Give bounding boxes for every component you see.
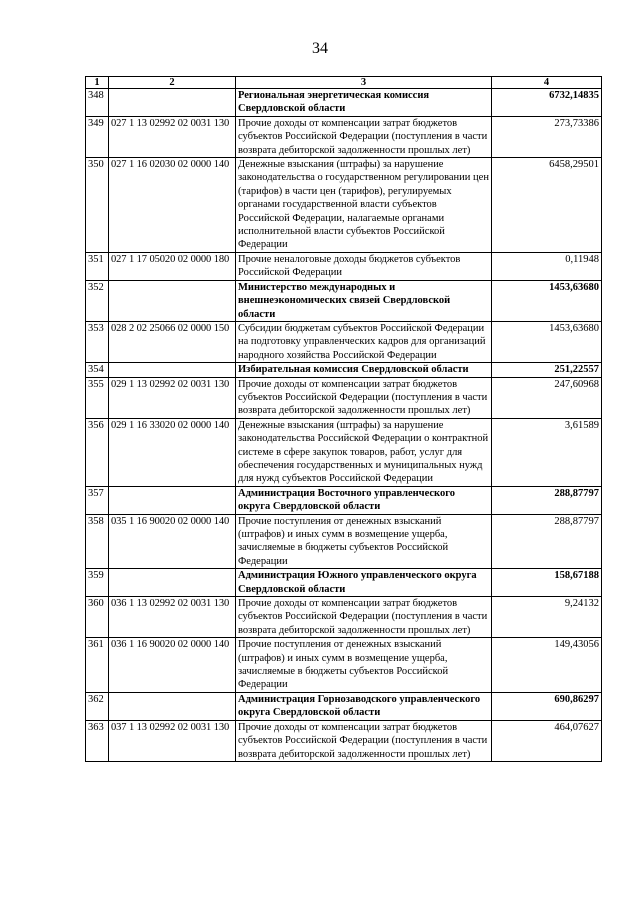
amount-cell: 9,24132 — [492, 597, 602, 638]
organization-row — [86, 363, 602, 377]
organization-name-cell: Администрация Южного управленческого округа Свердловской области — [236, 569, 492, 597]
revenue-description-cell: Субсидии бюджетам субъектов Российской Федерации на подготовку управленческих кадров для организаций народного хозяйства Российской Федерации — [236, 321, 492, 362]
column-header-name: 3 — [236, 77, 492, 89]
organization-row — [86, 486, 602, 514]
budget-code-cell — [109, 280, 236, 321]
budget-code-cell: 029 1 13 02992 02 0031 130 — [109, 377, 236, 418]
amount-cell: 3,61589 — [492, 418, 602, 486]
amount-cell: 247,60968 — [492, 377, 602, 418]
budget-code-cell — [109, 89, 236, 117]
amount-cell: 6732,14835 — [492, 89, 602, 117]
revenue-description-cell: Прочие неналоговые доходы бюджетов субъектов Российской Федерации — [236, 252, 492, 280]
amount-cell: 158,67188 — [492, 569, 602, 597]
amount-cell: 0,11948 — [492, 252, 602, 280]
row-number-cell: 357 — [86, 486, 109, 514]
revenue-description-cell: Прочие доходы от компенсации затрат бюджетов субъектов Российской Федерации (поступления в части возврата дебиторской задолженности прошлых лет) — [236, 597, 492, 638]
row-number-cell: 351 — [86, 252, 109, 280]
organization-row — [86, 280, 602, 321]
table-body — [86, 89, 602, 762]
table-row — [86, 720, 602, 761]
organization-name-cell: Администрация Горнозаводского управленческого округа Свердловской области — [236, 692, 492, 720]
amount-cell: 690,86297 — [492, 692, 602, 720]
row-number-cell: 356 — [86, 418, 109, 486]
table-row — [86, 252, 602, 280]
budget-code-cell — [109, 486, 236, 514]
amount-cell: 288,87797 — [492, 514, 602, 569]
budget-code-cell: 036 1 16 90020 02 0000 140 — [109, 638, 236, 693]
revenue-description-cell: Прочие поступления от денежных взысканий (штрафов) и иных сумм в возмещение ущерба, зачисляемые в бюджеты субъектов Российской Федерации — [236, 638, 492, 693]
budget-code-cell — [109, 692, 236, 720]
budget-code-cell: 027 1 16 02030 02 0000 140 — [109, 158, 236, 253]
budget-code-cell: 035 1 16 90020 02 0000 140 — [109, 514, 236, 569]
organization-name-cell: Администрация Восточного управленческого округа Свердловской области — [236, 486, 492, 514]
table-row — [86, 597, 602, 638]
row-number-cell: 359 — [86, 569, 109, 597]
header-row — [86, 77, 602, 89]
row-number-cell: 358 — [86, 514, 109, 569]
budget-code-cell — [109, 363, 236, 377]
budget-code-cell: 036 1 13 02992 02 0031 130 — [109, 597, 236, 638]
table-row — [86, 116, 602, 157]
organization-name-cell: Министерство международных и внешнеэкономических связей Свердловской области — [236, 280, 492, 321]
amount-cell: 6458,29501 — [492, 158, 602, 253]
column-header-number: 1 — [86, 77, 109, 89]
row-number-cell: 363 — [86, 720, 109, 761]
amount-cell: 1453,63680 — [492, 280, 602, 321]
amount-cell: 273,73386 — [492, 116, 602, 157]
row-number-cell: 348 — [86, 89, 109, 117]
budget-code-cell: 028 2 02 25066 02 0000 150 — [109, 321, 236, 362]
row-number-cell: 355 — [86, 377, 109, 418]
organization-name-cell: Региональная энергетическая комиссия Свердловской области — [236, 89, 492, 117]
budget-code-cell: 027 1 13 02992 02 0031 130 — [109, 116, 236, 157]
revenue-table — [85, 76, 602, 762]
organization-row — [86, 692, 602, 720]
row-number-cell: 361 — [86, 638, 109, 693]
table-row — [86, 377, 602, 418]
budget-code-cell — [109, 569, 236, 597]
organization-name-cell: Избирательная комиссия Свердловской области — [236, 363, 492, 377]
amount-cell: 288,87797 — [492, 486, 602, 514]
amount-cell: 251,22557 — [492, 363, 602, 377]
table-row — [86, 514, 602, 569]
table-row — [86, 638, 602, 693]
row-number-cell: 352 — [86, 280, 109, 321]
page-number: 34 — [312, 40, 328, 57]
revenue-description-cell: Прочие поступления от денежных взысканий (штрафов) и иных сумм в возмещение ущерба, зачисляемые в бюджеты субъектов Российской Федерации — [236, 514, 492, 569]
amount-cell: 464,07627 — [492, 720, 602, 761]
organization-row — [86, 569, 602, 597]
table-row — [86, 321, 602, 362]
row-number-cell: 360 — [86, 597, 109, 638]
table-row — [86, 158, 602, 253]
table-header — [86, 77, 602, 89]
revenue-description-cell: Прочие доходы от компенсации затрат бюджетов субъектов Российской Федерации (поступления в части возврата дебиторской задолженности прошлых лет) — [236, 720, 492, 761]
row-number-cell: 362 — [86, 692, 109, 720]
revenue-description-cell: Прочие доходы от компенсации затрат бюджетов субъектов Российской Федерации (поступления в части возврата дебиторской задолженности прошлых лет) — [236, 116, 492, 157]
revenue-description-cell: Прочие доходы от компенсации затрат бюджетов субъектов Российской Федерации (поступления в части возврата дебиторской задолженности прошлых лет) — [236, 377, 492, 418]
row-number-cell: 353 — [86, 321, 109, 362]
revenue-description-cell: Денежные взыскания (штрафы) за нарушение законодательства Российской Федерации о контрактной системе в сфере закупок товаров, работ, услуг для обеспечения государственных и муниципальных нужд для нужд субъектов Российской Федерации — [236, 418, 492, 486]
row-number-cell: 354 — [86, 363, 109, 377]
budget-code-cell: 037 1 13 02992 02 0031 130 — [109, 720, 236, 761]
column-header-code: 2 — [109, 77, 236, 89]
row-number-cell: 350 — [86, 158, 109, 253]
budget-code-cell: 027 1 17 05020 02 0000 180 — [109, 252, 236, 280]
amount-cell: 1453,63680 — [492, 321, 602, 362]
revenue-description-cell: Денежные взыскания (штрафы) за нарушение законодательства о государственном регулировании цен (тарифов) в части цен (тарифов), регулируемых органами государственной власти субъектов Российской Федерации, налагаемые органами исполнительной власти субъектов Российской Федерации — [236, 158, 492, 253]
organization-row — [86, 89, 602, 117]
table-row — [86, 418, 602, 486]
row-number-cell: 349 — [86, 116, 109, 157]
budget-code-cell: 029 1 16 33020 02 0000 140 — [109, 418, 236, 486]
column-header-amount: 4 — [492, 77, 602, 89]
amount-cell: 149,43056 — [492, 638, 602, 693]
